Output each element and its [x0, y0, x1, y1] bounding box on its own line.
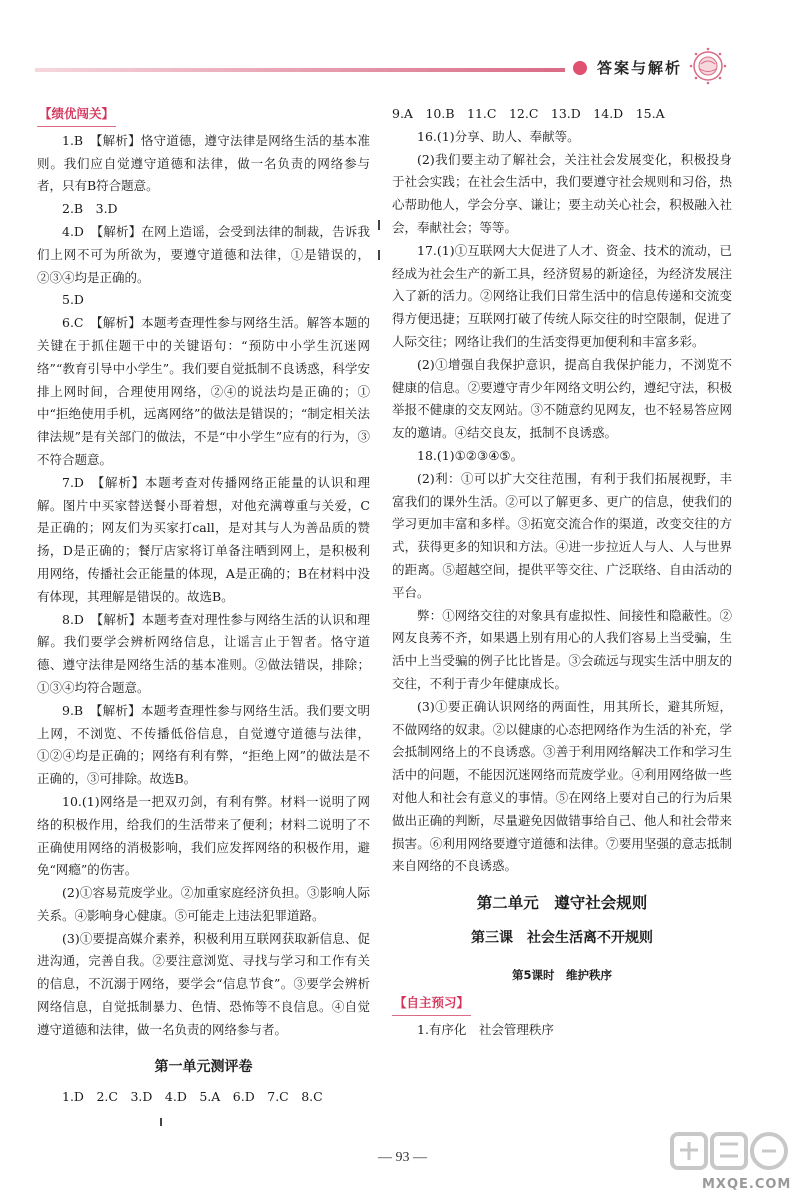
- header-title: 答案与解析: [597, 59, 683, 77]
- answer-paragraph: (3)①要提高媒介素养，积极利用互联网获取新信息、促进沟通，完善自我。②要注意浏览、寻找与学习和工作有关的信息，不沉溺于网络，要学会“信息节食”。③要学会辨析网络信息，自觉抵制暴力、色情、恐怖等不良信息。④自觉遵守道德和法律，做一名负责的网络参与者。: [37, 930, 370, 1037]
- answer-paragraph: (2)①增强自我保护意识，提高自我保护能力，不浏览不健康的信息。②要遵守青少年网络文明公约，遵纪守法，积极举报不健康的交友网站。③不随意约见网友，也不轻易答应网友的邀请。④结交良友，抵制不良诱惑。: [392, 356, 732, 441]
- left-column: [37, 103, 370, 1109]
- answer-paragraph: (2)我们要主动了解社会，关注社会发展变化，积极投身于社会实践；在社会生活中，我们要遵守社会规则和习俗，热心帮助他人，学会分享、谦让；要主动关心社会，积极融入社会，奉献社会；等等。: [392, 151, 732, 235]
- page-header: [0, 0, 805, 95]
- period-title: 第5课时 维护秩序: [511, 967, 612, 982]
- answer-paragraph: 17.(1)①互联网大大促进了人才、资金、技术的流动，已经成为社会生产的新工具，经济贸易的新途径，为经济发展注入了新的活力。②网络让我们日常生活中的信息传递和交流变得方便迅捷；互联网打破了传统人际交往的时空限制，促进了人际交往；网络让我们的生活变得更加便利和丰富多彩。: [392, 242, 732, 349]
- answer-paragraph: (2)①容易荒废学业。②加重家庭经济负担。③影响人际关系。④影响身心健康。⑤可能走上违法犯罪道路。: [37, 885, 370, 923]
- answer-paragraph: 2.B 3.D: [62, 201, 118, 217]
- right-column: [392, 103, 732, 1042]
- answer-paragraph: 9.B 【解析】本题考查理性参与网络生活。我们要文明上网，不浏览、不传播低俗信息，自觉遵守道德与法律，①②④均是正确的；网络有利有弊，“拒绝上网”的做法是不正确的，③可排除。故选B。: [37, 702, 370, 787]
- answer-paragraph: 1.B 【解析】恪守道德，遵守法律是网络生活的基本准则。我们应自觉遵守道德和法律，做一名负责的网络参与者，只有B符合题意。: [37, 132, 370, 194]
- header-gradient-line: [35, 68, 565, 72]
- answer-paragraph: 1.D 2.C 3.D 4.D 5.A 6.D 7.C 8.C: [62, 1089, 323, 1105]
- watermark-text: MXQE.COM: [702, 1177, 792, 1192]
- answer-paragraph: (3)①要正确认识网络的两面性，用其所长，避其所短，不做网络的奴隶。②以健康的心态把网络作为生活的补充，学会抵制网络上的不良诱惑。③善于利用网络解决工作和学习生活中的问题，不能因沉迷网络而荒废学业。④利用网络做一些对他人和社会有意义的事情。⑤在网络上要对自己的行为后果做出正确的判断，尽量避免因做错事给自己、他人和社会带来损害。⑥利用网络要遵守道德和法律。⑦要用坚强的意志抵制来自网络的不良诱惑。: [392, 698, 732, 874]
- section-tag-preview: 【自主预习】: [392, 992, 471, 1016]
- column-divider-mark: [160, 1118, 162, 1126]
- answer-paragraph: 10.(1)网络是一把双刃剑，有利有弊。材料一说明了网络的积极作用，给我们的生活带来了便利；材料二说明了不正确使用网络的消极影响，我们应发挥网络的积极作用，避免“网瘾”的伤害。: [37, 793, 370, 878]
- column-divider-mark: [378, 220, 380, 230]
- answer-paragraph: 7.D 【解析】本题考查对传播网络正能量的认识和理解。图片中买家替送餐小哥着想，对他充满尊重与关爱，C是正确的；网友们为买家打call，是对其与人为善品质的赞扬，D是正确的；餐厅店家将订单备注晒到网上，是积极利用网络，传播社会正能量的体现，A是正确的；B在材料中没有体现，其理解是错误的。故选B。: [37, 474, 370, 604]
- header-dot-icon: [573, 61, 587, 75]
- answer-paragraph: 8.D 【解析】本题考查对理性参与网络生活的认识和理解。我们要学会辨析网络信息，让谣言止于智者。恪守道德、遵守法律是网络生活的基本准则。②做法错误，排除；①③④均符合题意。: [37, 611, 370, 695]
- answer-paragraph: 6.C 【解析】本题考查理性参与网络生活。解答本题的关键在于抓住题干中的关键语句：“预防中小学生沉迷网络”“教育引导中小学生”。我们要自觉抵制不良诱惑，科学安排上网时间，合理使用网络，②④的说法均是正确的；①中“拒绝使用手机，远离网络”的做法是错误的；“制定相关法律法规”是有关部门的做法，不是“中小学生”应有的行为，③不符合题意。: [37, 315, 370, 467]
- page-number: — 93 —: [378, 1150, 427, 1165]
- section-tag-excellence: 【绩优闯关】: [37, 103, 116, 127]
- answer-paragraph: 18.(1)①②③④⑤。: [417, 447, 524, 463]
- answer-paragraph: 1.有序化 社会管理秩序: [417, 1022, 554, 1038]
- answer-paragraph: (2)利：①可以扩大交往范围，有利于我们拓展视野，丰富我们的课外生活。②可以了解更多、更广的信息，使我们的学习更加丰富和多样。③拓宽交流合作的渠道，改变交往的方式，获得更多的知识和方法。④进一步拉近人与人、人与世界的距离。⑤超越空间，提供平等交往、广泛联络、自由活动的平台。: [392, 470, 732, 600]
- answer-paragraph: 5.D: [62, 292, 84, 308]
- answer-paragraph: 9.A 10.B 11.C 12.C 13.D 14.D 15.A: [392, 106, 665, 121]
- column-divider-mark: [378, 250, 380, 260]
- answer-paragraph: 弊：①网络交往的对象具有虚拟性、间接性和隐蔽性。②网友良莠不齐，如果遇上别有用心的人我们容易上当受骗，生活中上当受骗的例子比比皆是。③会疏远与现实生活中朋友的交往，不利于青少年健康成长。: [392, 607, 732, 691]
- answer-paragraph: 4.D 【解析】在网上造谣，会受到法律的制裁，告诉我们上网不可为所欲为，要遵守道德和法律，①是错误的，②③④均是正确的。: [37, 223, 370, 285]
- globe-logo-icon: [688, 46, 728, 86]
- unit-test-title: 第一单元测评卷: [154, 1058, 253, 1075]
- lesson-title: 第三课 社会生活离不开规则: [471, 929, 653, 946]
- unit-title: 第二单元 遵守社会规则: [476, 894, 648, 913]
- answer-paragraph: 16.(1)分享、助人、奉献等。: [417, 128, 580, 144]
